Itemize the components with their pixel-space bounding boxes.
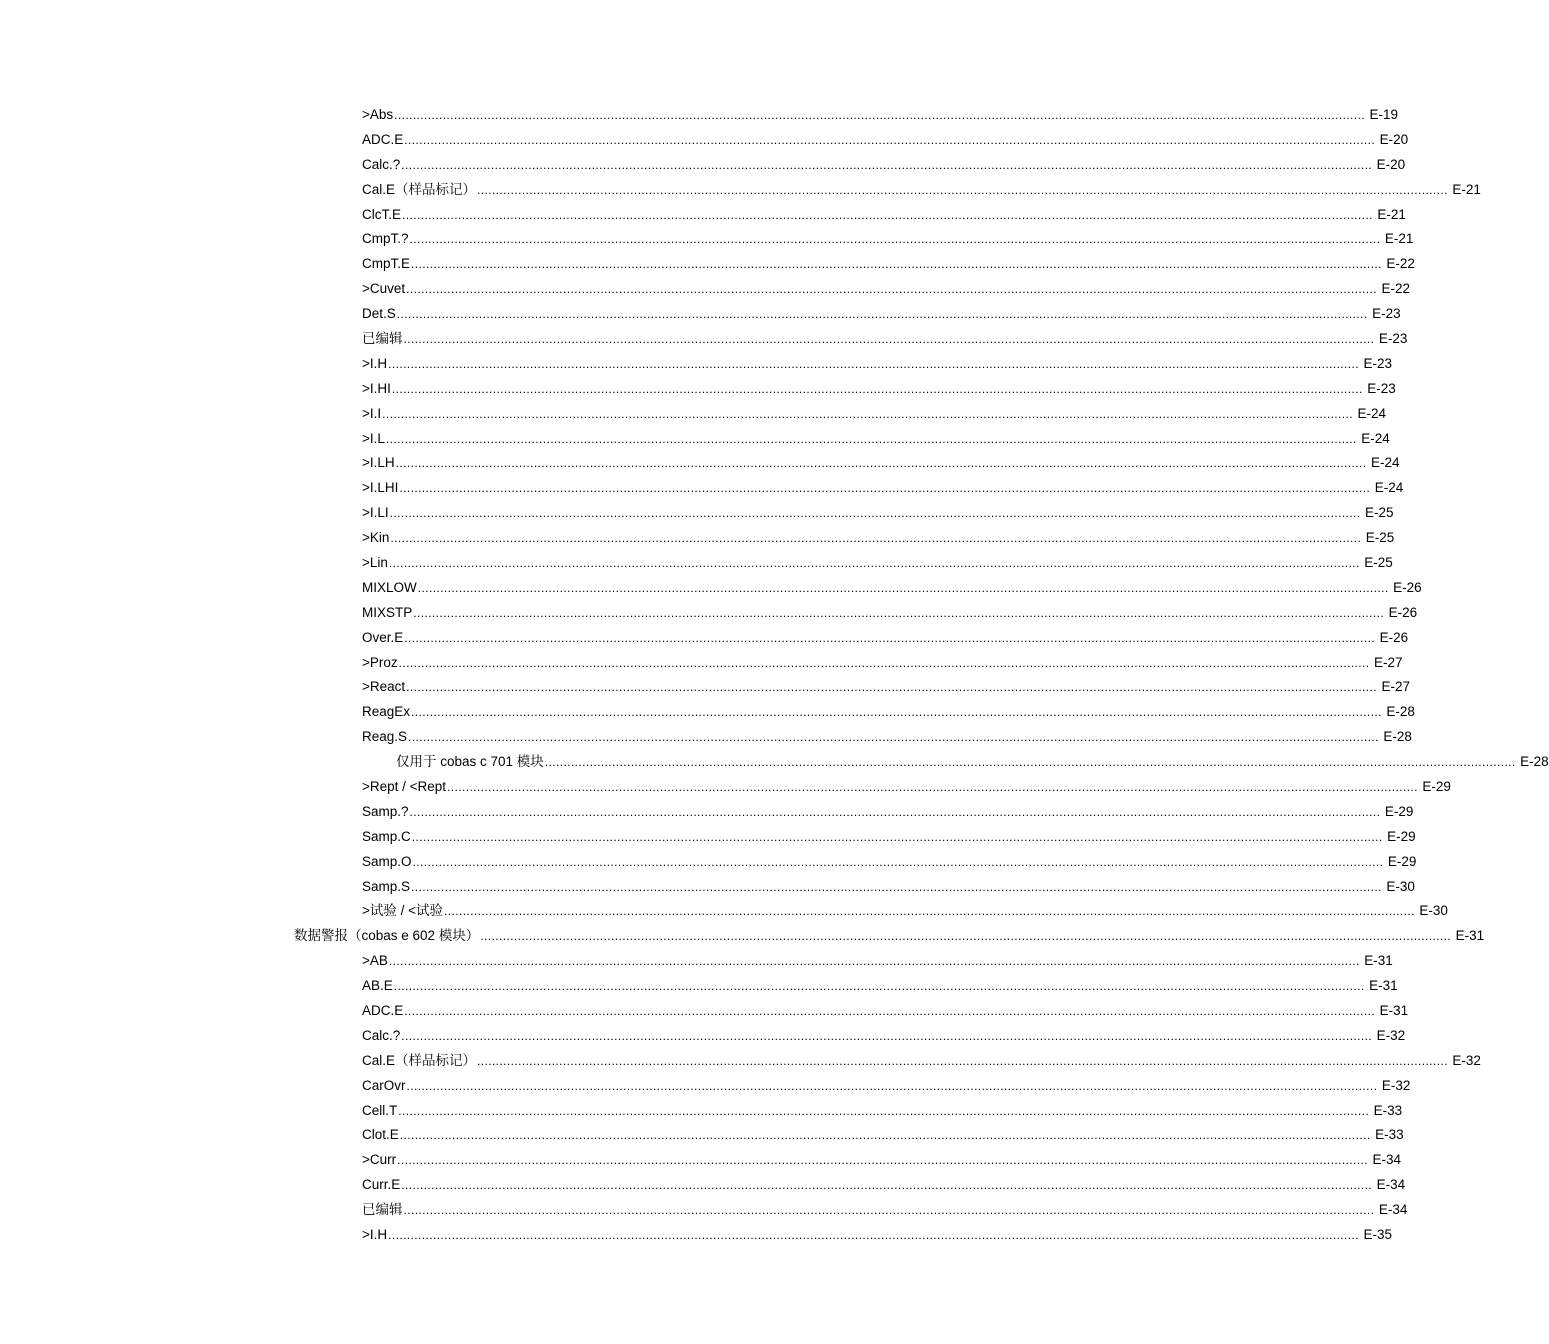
toc-entry-title: Cell.T — [362, 1102, 398, 1118]
toc-entry-title: Curr.E — [362, 1177, 401, 1193]
toc-entry[interactable] — [0, 475, 1404, 500]
toc-entry-page-number: E-31 — [1379, 1003, 1409, 1018]
toc-entry-page-number: E-26 — [1379, 629, 1409, 645]
dot-leader: .................................................................................................................................................................................................................................................................... — [477, 1053, 1448, 1068]
dot-leader: .................................................................................................................................................................................................................................................................... — [394, 107, 1365, 122]
toc-entry-title: >I.HI — [362, 380, 391, 396]
toc-entry-title: >Cuvet — [362, 281, 406, 297]
toc-entry[interactable] — [0, 973, 1398, 998]
dot-leader: .................................................................................................................................................................................................................................................................... — [382, 406, 1353, 421]
dot-leader: .................................................................................................................................................................................................................................................................... — [390, 531, 1362, 546]
toc-entry-title: >AB — [362, 953, 388, 969]
dot-leader: .................................................................................................................................................................................................................................................................... — [411, 879, 1382, 894]
toc-entry[interactable] — [0, 874, 1415, 899]
toc-entry-page-number: E-23 — [1367, 380, 1396, 396]
toc-entry-page-number: E-28 — [1520, 754, 1549, 770]
toc-entry[interactable] — [0, 650, 1403, 675]
dot-leader: .................................................................................................................................................................................................................................................................... — [480, 929, 1452, 944]
toc-entry[interactable] — [0, 625, 1409, 650]
toc-entry-page-number: E-34 — [1378, 1202, 1408, 1218]
toc-entry-title: >I.L — [362, 430, 385, 446]
toc-entry-title: MIXLOW — [362, 579, 417, 595]
dot-leader: .................................................................................................................................................................................................................................................................... — [409, 232, 1381, 247]
toc-entry-title: >I.I — [362, 405, 382, 421]
dot-leader: .................................................................................................................................................................................................................................................................... — [388, 356, 1359, 371]
dot-leader: .................................................................................................................................................................................................................................................................... — [401, 157, 1373, 172]
toc-entry-page-number: E-35 — [1363, 1227, 1392, 1243]
toc-entry-page-number: E-24 — [1370, 455, 1400, 471]
dot-leader: .................................................................................................................................................................................................................................................................... — [406, 680, 1377, 695]
toc-entry-title: CmpT.E — [362, 256, 411, 272]
toc-entry-page-number: E-23 — [1363, 355, 1392, 371]
toc-entry-title: AB.E — [362, 978, 393, 994]
dot-leader: .................................................................................................................................................................................................................................................................... — [396, 307, 1368, 322]
dot-leader: .................................................................................................................................................................................................................................................................... — [403, 1203, 1375, 1218]
toc-entry[interactable] — [0, 1023, 1406, 1048]
toc-entry-title: Calc.? — [362, 1027, 401, 1043]
toc-entry[interactable] — [0, 525, 1395, 550]
toc-entry-title: >I.H — [362, 1227, 388, 1243]
toc-entry[interactable] — [0, 426, 1390, 451]
toc-entry-title: ReagEx — [362, 704, 411, 720]
toc-entry[interactable] — [0, 127, 1409, 152]
dot-leader: .................................................................................................................................................................................................................................................................... — [385, 431, 1357, 446]
toc-entry-title: Over.E — [362, 629, 404, 645]
toc-entry-page-number: E-32 — [1381, 1077, 1411, 1093]
toc-entry-title: Reag.S — [362, 729, 408, 745]
toc-entry-title: 仅用于 cobas c 701 模块 — [396, 754, 544, 770]
toc-entry-page-number: E-19 — [1369, 106, 1398, 122]
toc-entry[interactable] — [0, 401, 1386, 426]
dot-leader: .................................................................................................................................................................................................................................................................... — [397, 1153, 1368, 1168]
toc-entry-page-number: E-31 — [1455, 928, 1485, 944]
toc-entry[interactable] — [0, 724, 1412, 749]
toc-entry-title: ADC.E — [362, 131, 404, 147]
toc-entry-title: Samp.C — [362, 828, 411, 844]
toc-entry[interactable] — [0, 500, 1394, 525]
dot-leader: .................................................................................................................................................................................................................................................................... — [399, 481, 1371, 496]
toc-entry[interactable] — [0, 351, 1392, 376]
toc-entry[interactable] — [0, 276, 1410, 301]
toc-entry-page-number: E-27 — [1381, 679, 1410, 695]
toc-entry-page-number: E-28 — [1383, 729, 1412, 745]
dot-leader: .................................................................................................................................................................................................................................................................... — [388, 555, 1360, 570]
toc-entry-title: Cal.E（样品标记） — [362, 1052, 477, 1068]
toc-entry[interactable] — [0, 1172, 1406, 1197]
dot-leader: .................................................................................................................................................................................................................................................................... — [401, 1028, 1373, 1043]
toc-entry-title: >I.LI — [362, 505, 389, 521]
dot-leader: .................................................................................................................................................................................................................................................................... — [406, 282, 1377, 297]
toc-entry[interactable] — [0, 1123, 1404, 1148]
toc-entry-page-number: E-21 — [1377, 206, 1406, 222]
toc-entry[interactable] — [0, 202, 1406, 227]
toc-entry-title: >Abs — [362, 106, 394, 122]
toc-entry-page-number: E-29 — [1387, 828, 1416, 844]
toc-entry[interactable] — [0, 923, 1485, 948]
dot-leader: .................................................................................................................................................................................................................................................................... — [404, 1004, 1376, 1018]
toc-entry-title: >I.H — [362, 355, 388, 371]
dot-leader: .................................................................................................................................................................................................................................................................... — [391, 381, 1363, 396]
toc-entry-title: ADC.E — [362, 1003, 404, 1018]
toc-entry-page-number: E-22 — [1386, 256, 1415, 272]
toc-entry-page-number: E-31 — [1364, 953, 1393, 969]
toc-entry[interactable] — [0, 674, 1410, 699]
toc-entry[interactable] — [0, 899, 1448, 924]
dot-leader: .................................................................................................................................................................................................................................................................... — [477, 182, 1448, 197]
toc-entry-page-number: E-32 — [1376, 1027, 1406, 1043]
toc-entry-title: >I.LHI — [362, 480, 399, 496]
toc-entry-title: >React — [362, 679, 406, 695]
toc-entry-page-number: E-29 — [1387, 853, 1417, 869]
dot-leader: .................................................................................................................................................................................................................................................................... — [401, 1178, 1373, 1193]
toc-entry-page-number: E-22 — [1381, 281, 1410, 297]
toc-entry[interactable] — [0, 774, 1451, 799]
toc-entry[interactable] — [0, 226, 1414, 251]
dot-leader: .................................................................................................................................................................................................................................................................... — [411, 829, 1383, 844]
toc-entry-page-number: E-30 — [1386, 878, 1415, 894]
dot-leader: .................................................................................................................................................................................................................................................................... — [388, 1228, 1359, 1243]
toc-entry-title: Clot.E — [362, 1127, 399, 1143]
dot-leader: .................................................................................................................................................................................................................................................................... — [399, 1128, 1371, 1143]
toc-entry[interactable] — [0, 1197, 1408, 1222]
dot-leader: .................................................................................................................................................................................................................................................................... — [408, 730, 1379, 745]
dot-leader: .................................................................................................................................................................................................................................................................... — [404, 630, 1376, 645]
dot-leader: .................................................................................................................................................................................................................................................................... — [413, 605, 1385, 620]
toc-entry-title: >Curr — [362, 1152, 397, 1168]
toc-entry-page-number: E-28 — [1386, 704, 1415, 720]
toc-entry-page-number: E-34 — [1372, 1152, 1401, 1168]
toc-entry[interactable] — [0, 177, 1481, 202]
toc-entry-title: 数据警报（cobas e 602 模块） — [294, 928, 480, 944]
dot-leader: .................................................................................................................................................................................................................................................................... — [412, 854, 1384, 869]
dot-leader: .................................................................................................................................................................................................................................................................... — [395, 456, 1367, 471]
dot-leader: .................................................................................................................................................................................................................................................................... — [406, 1078, 1378, 1093]
toc-entry-title: Calc.? — [362, 156, 401, 172]
toc-entry[interactable] — [0, 301, 1401, 326]
dot-leader: .................................................................................................................................................................................................................................................................... — [404, 132, 1376, 147]
toc-entry[interactable] — [0, 1048, 1481, 1073]
dot-leader: .................................................................................................................................................................................................................................................................... — [388, 954, 1360, 969]
toc-entry[interactable] — [0, 1147, 1401, 1172]
dot-leader: .................................................................................................................................................................................................................................................................... — [417, 580, 1389, 595]
dot-leader: .................................................................................................................................................................................................................................................................... — [398, 1103, 1370, 1118]
toc-entry-title: MIXSTP — [362, 604, 413, 620]
toc-entry[interactable] — [0, 376, 1396, 401]
toc-entry[interactable] — [0, 102, 1398, 127]
toc-entry-title: Det.S — [362, 306, 396, 322]
toc-entry[interactable] — [0, 799, 1414, 824]
toc-entry-page-number: E-32 — [1452, 1052, 1481, 1068]
toc-entry[interactable] — [0, 152, 1406, 177]
toc-entry-title: >Kin — [362, 530, 390, 546]
toc-entry-page-number: E-24 — [1357, 405, 1386, 421]
toc-entry-page-number: E-30 — [1419, 903, 1448, 919]
toc-entry-title: CarOvr — [362, 1077, 406, 1093]
toc-entry-page-number: E-20 — [1379, 131, 1409, 147]
dot-leader: .................................................................................................................................................................................................................................................................... — [411, 705, 1382, 720]
toc-entry-title: >I.LH — [362, 455, 395, 471]
dot-leader: .................................................................................................................................................................................................................................................................... — [444, 904, 1415, 919]
toc-entry[interactable] — [0, 1098, 1403, 1123]
dot-leader: .................................................................................................................................................................................................................................................................... — [393, 979, 1365, 994]
table-of-contents — [0, 102, 1549, 1247]
toc-entry-page-number: E-23 — [1378, 330, 1408, 346]
toc-entry-page-number: E-34 — [1376, 1177, 1406, 1193]
toc-entry[interactable] — [0, 600, 1418, 625]
dot-leader: .................................................................................................................................................................................................................................................................... — [544, 755, 1516, 770]
toc-entry-page-number: E-33 — [1373, 1102, 1403, 1118]
toc-entry-page-number: E-29 — [1422, 778, 1451, 794]
toc-entry-title: ClcT.E — [362, 206, 402, 222]
toc-entry-page-number: E-31 — [1369, 978, 1398, 994]
toc-entry[interactable] — [0, 326, 1408, 351]
dot-leader: .................................................................................................................................................................................................................................................................... — [447, 779, 1418, 794]
toc-entry-page-number: E-33 — [1375, 1127, 1404, 1143]
toc-entry[interactable] — [0, 824, 1416, 849]
toc-entry-title: Samp.S — [362, 878, 411, 894]
toc-entry-page-number: E-24 — [1374, 480, 1404, 496]
toc-entry-page-number: E-29 — [1384, 803, 1414, 819]
toc-entry-page-number: E-24 — [1361, 430, 1390, 446]
dot-leader: .................................................................................................................................................................................................................................................................... — [403, 331, 1375, 346]
toc-entry-page-number: E-25 — [1364, 554, 1393, 570]
toc-entry[interactable] — [0, 849, 1417, 874]
toc-entry[interactable] — [0, 251, 1415, 276]
dot-leader: .................................................................................................................................................................................................................................................................... — [411, 257, 1382, 272]
toc-entry-page-number: E-25 — [1364, 505, 1394, 521]
dot-leader: .................................................................................................................................................................................................................................................................... — [398, 655, 1370, 670]
toc-entry-title: >试验 / <试验 — [362, 903, 444, 919]
toc-entry[interactable] — [0, 550, 1393, 575]
dot-leader: .................................................................................................................................................................................................................................................................... — [409, 804, 1381, 819]
toc-entry-title: CmpT.? — [362, 231, 409, 247]
toc-entry-page-number: E-21 — [1384, 231, 1414, 247]
toc-entry[interactable] — [0, 1073, 1411, 1098]
dot-leader: .................................................................................................................................................................................................................................................................... — [402, 207, 1373, 222]
toc-entry-title: 已编辑 — [362, 1202, 403, 1218]
dot-leader: .................................................................................................................................................................................................................................................................... — [389, 506, 1361, 521]
toc-entry-title: Samp.? — [362, 803, 409, 819]
toc-entry-title: Samp.O — [362, 853, 412, 869]
toc-entry-page-number: E-20 — [1376, 156, 1406, 172]
toc-entry-page-number: E-21 — [1452, 181, 1481, 197]
toc-entry[interactable] — [0, 998, 1409, 1023]
toc-entry-page-number: E-26 — [1393, 579, 1422, 595]
toc-entry-page-number: E-27 — [1373, 654, 1403, 670]
toc-entry-title: >Proz — [362, 654, 398, 670]
toc-entry-page-number: E-23 — [1372, 306, 1401, 322]
toc-entry-title: >Rept / <Rept — [362, 778, 447, 794]
toc-entry[interactable] — [0, 1222, 1392, 1247]
toc-entry-title: Cal.E（样品标记） — [362, 181, 477, 197]
toc-entry[interactable] — [0, 450, 1400, 475]
toc-entry[interactable] — [0, 699, 1415, 724]
toc-entry-title: >Lin — [362, 554, 388, 570]
toc-entry-title: 已编辑 — [362, 330, 403, 346]
toc-entry-page-number: E-26 — [1388, 604, 1418, 620]
toc-entry[interactable] — [0, 948, 1393, 973]
toc-entry[interactable] — [0, 575, 1422, 600]
toc-entry-page-number: E-25 — [1365, 530, 1395, 546]
toc-entry[interactable] — [0, 749, 1549, 774]
